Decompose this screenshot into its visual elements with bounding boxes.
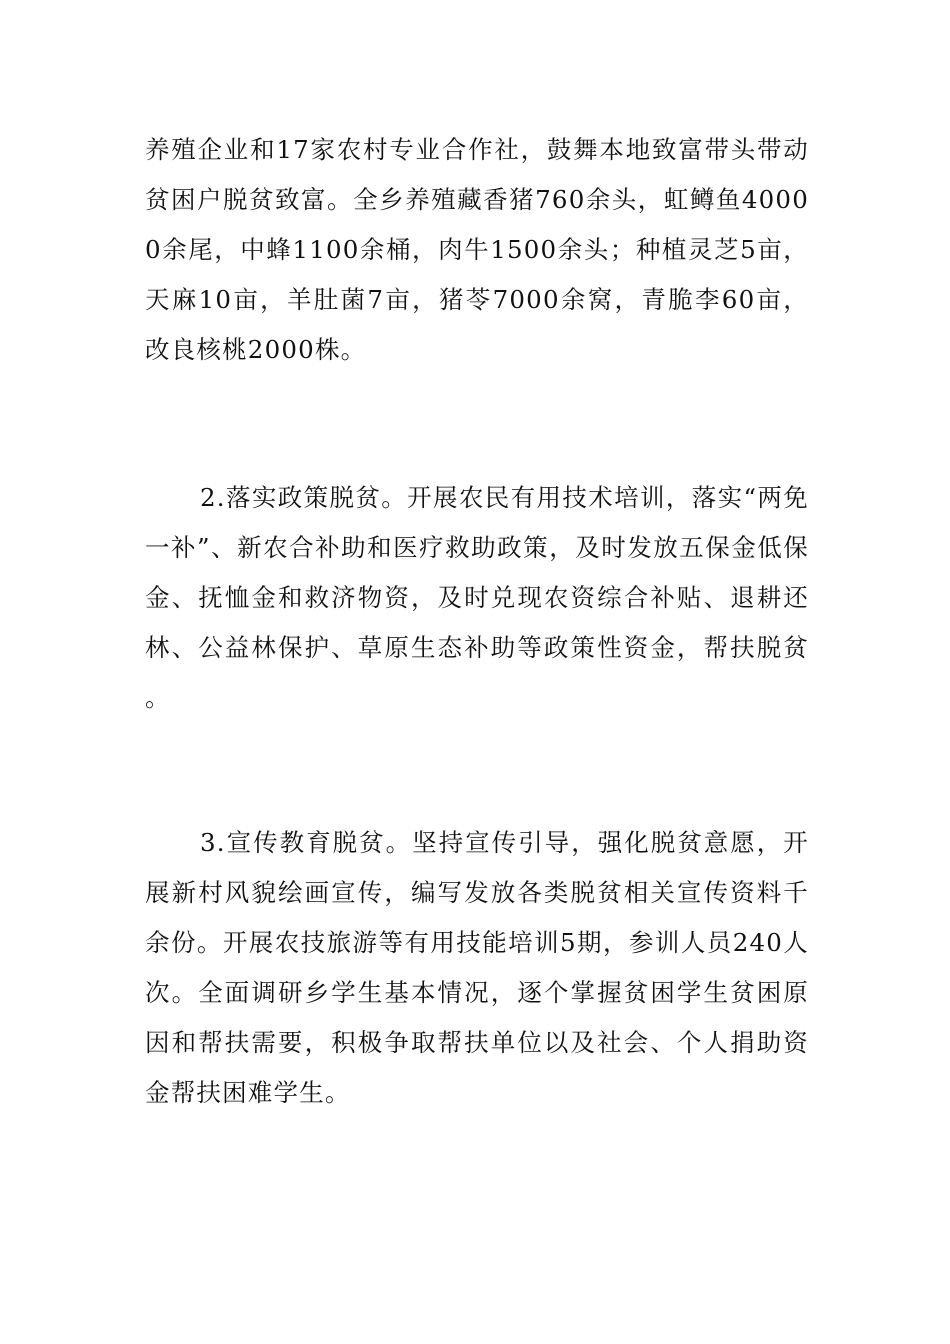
paragraph-continued: 养殖企业和17家农村专业合作社，鼓舞本地致富带头带动贫困户脱贫致富。全乡养殖藏香猪760余头，虹鳟鱼40000余尾，中蜂1100余桶，肉牛1500余头；种植灵芝5亩，天麻10亩，羊肚菌7亩，猪苓7000余窝，青脆李60亩，改良核桃2000株。 [145,135,809,364]
paragraph-policy-poverty-relief: 2.落实政策脱贫。开展农民有用技术培训，落实“两免一补”、新农合补助和医疗救助政策，及时发放五保金低保金、抚恤金和救济物资，及时兑现农资综合补贴、退耕还林、公益林保护、草原生态补助等政策性资金，帮扶脱贫。 [145,483,809,712]
paragraph-education-poverty-relief: 3.宣传教育脱贫。坚持宣传引导，强化脱贫意愿，开展新村风貌绘画宣传，编写发放各类脱贫相关宣传资料千余份。开展农技旅游等有用技能培训5期，参训人员240人次。全面调研乡学生基本情况，逐个掌握贫困学生贫困原因和帮扶需要，积极争取帮扶单位以及社会、个人捐助资金帮扶困难学生。 [145,828,809,1107]
